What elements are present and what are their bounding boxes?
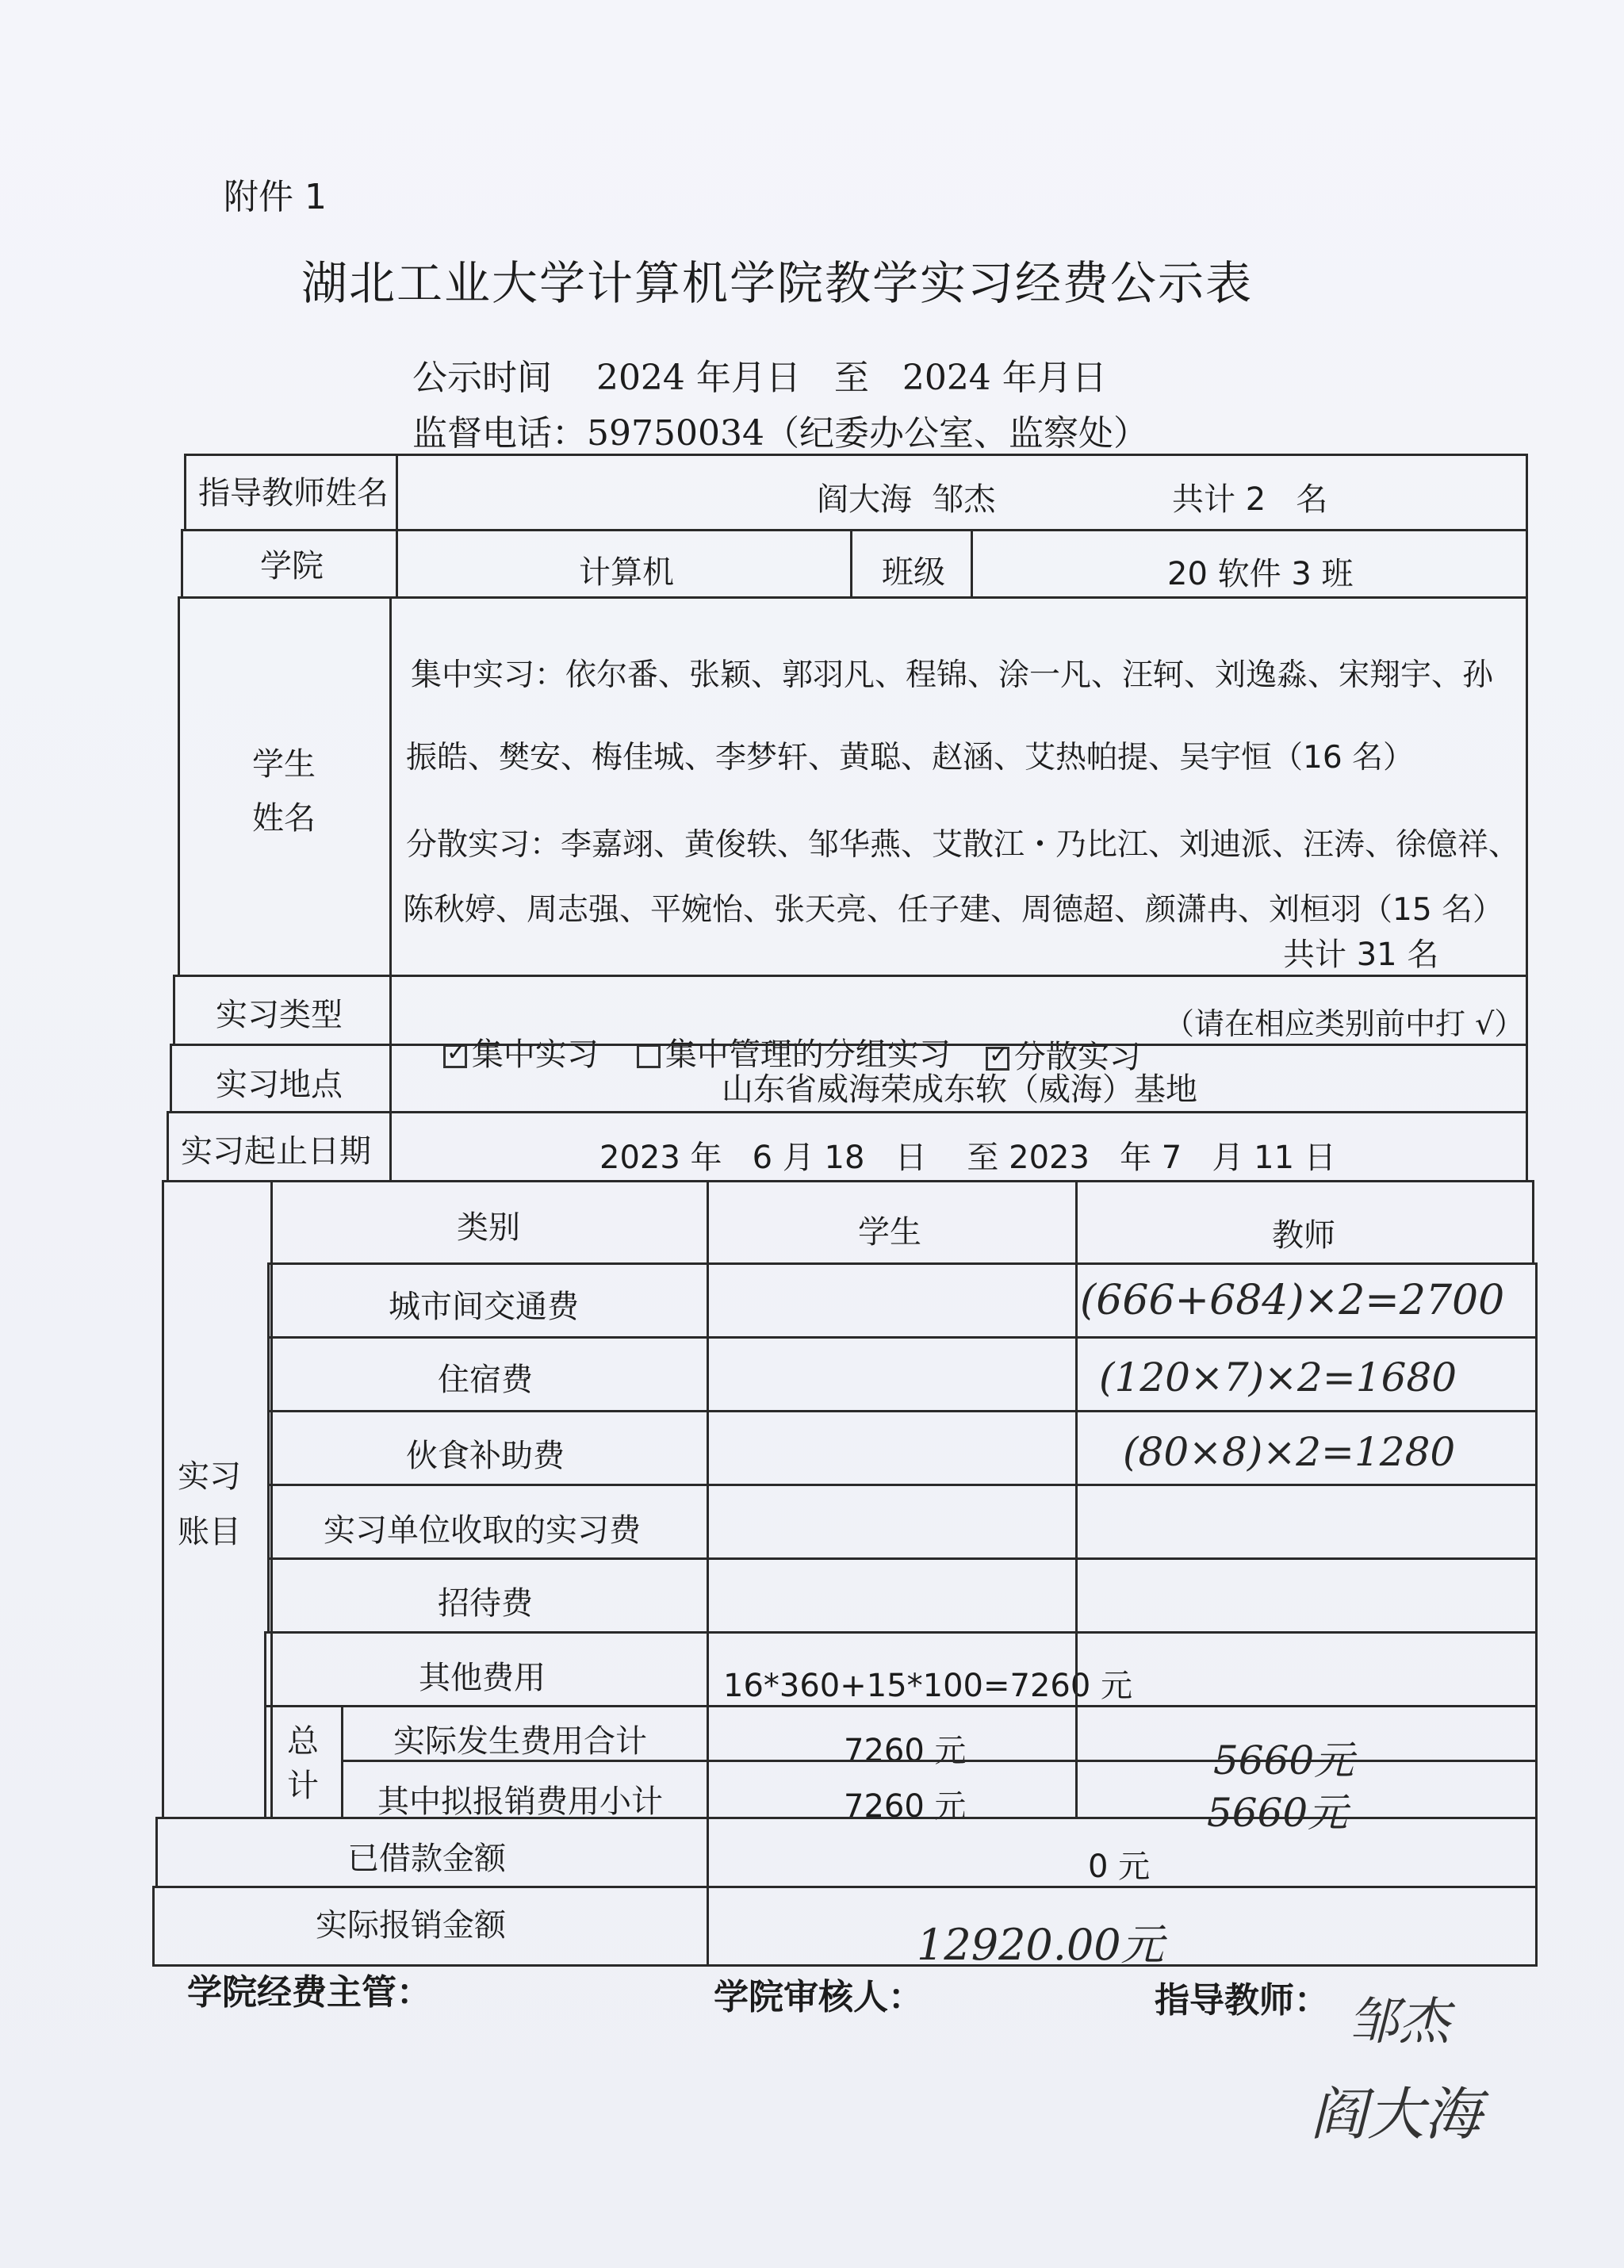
ledger-row-teacher-cell	[1075, 1484, 1538, 1560]
actual-total-student: 7260 元	[844, 1733, 967, 1769]
reimb-subtotal-student: 7260 元	[844, 1788, 967, 1825]
type-label: 实习类型	[216, 997, 343, 1033]
actual-total-label: 实际发生费用合计	[393, 1723, 647, 1760]
ledger-label-2: 账目	[178, 1514, 241, 1550]
col-category-header: 类别	[457, 1209, 520, 1246]
ledger-row-teacher-cell	[1075, 1557, 1538, 1634]
finance-supervisor-label: 学院经费主管：	[187, 1972, 431, 2013]
college-label: 学院	[260, 548, 324, 584]
supervision-phone-line: 监督电话：59750034（纪委办公室、监察处）	[412, 413, 1148, 454]
ledger-row-teacher: (80×8)×2=1280	[1123, 1429, 1456, 1475]
ledger-row-teacher: (666+684)×2=2700	[1080, 1277, 1505, 1324]
teacher-total: 共计 2 名	[1172, 481, 1328, 518]
type-note: （请在相应类别前中打 √）	[1164, 1006, 1525, 1041]
type-option-centralized-label: 集中实习	[471, 1036, 599, 1073]
college-reviewer-label: 学院审核人：	[714, 1977, 923, 2017]
reimb-subtotal-label: 其中拟报销费用小计	[377, 1783, 663, 1820]
ledger-row-category: 招待费	[438, 1585, 533, 1622]
students-line-2: 振皓、樊安、梅佳城、李梦轩、黄聪、赵涵、艾热帕提、吴宇恒（16 名）	[406, 740, 1415, 776]
ledger-row-category: 实习单位收取的实习费	[324, 1512, 641, 1549]
ledger-row-student-cell	[707, 1484, 1078, 1560]
borrowed-label: 已借款金额	[347, 1841, 506, 1877]
col-teacher-header: 教师	[1272, 1217, 1335, 1254]
class-value: 20 软件 3 班	[1167, 556, 1354, 592]
date-value: 2023 年 6 月 18 日 至 2023 年 7 月 11 日	[599, 1140, 1336, 1176]
signature-1: 邹杰	[1348, 1993, 1450, 2052]
date-label: 实习起止日期	[181, 1133, 371, 1170]
publish-time-line: 公示时间 2024 年月日 至 2024 年月日	[412, 358, 1107, 398]
ledger-row-teacher-cell	[1075, 1631, 1538, 1707]
place-label: 实习地点	[216, 1067, 343, 1103]
students-line-1: 集中实习：依尔番、张颖、郭羽凡、程锦、涂一凡、汪轲、刘逸淼、宋翔宇、孙	[411, 657, 1494, 693]
teacher-names: 阎大海 邹杰	[817, 481, 996, 518]
ledger-row-category: 其他费用	[419, 1660, 546, 1696]
ledger-label-cell	[162, 1180, 273, 1819]
ledger-row-student-cell	[707, 1557, 1078, 1634]
actual-total-teacher: 5660元	[1213, 1737, 1354, 1783]
ledger-label-1: 实习	[178, 1458, 241, 1495]
ledger-row-student-cell	[707, 1410, 1078, 1486]
total-label-1: 总	[287, 1723, 319, 1760]
student-label-1: 学生	[252, 746, 316, 783]
ledger-row-student-cell	[707, 1336, 1078, 1412]
type-option-scattered-label: 分散实习	[1013, 1039, 1141, 1075]
reimb-subtotal-teacher: 5660元	[1207, 1790, 1348, 1836]
instructor-label: 指导教师：	[1155, 1980, 1329, 2021]
students-line-4: 陈秋婷、周志强、平婉怡、张天亮、任子建、周德超、颜潇冉、刘桓羽（15 名）	[403, 892, 1504, 928]
students-line-3: 分散实习：李嘉翊、黄俊轶、邹华燕、艾散江・乃比江、刘迪派、汪涛、徐億祥、	[406, 827, 1520, 863]
ledger-row-student-cell	[707, 1262, 1078, 1339]
total-label-2: 计	[287, 1768, 319, 1804]
teacher-label: 指导教师姓名	[198, 475, 389, 511]
class-label: 班级	[882, 554, 945, 591]
student-label-cell	[178, 596, 392, 977]
ledger-row-category: 城市间交通费	[389, 1289, 579, 1325]
col-student-header: 学生	[858, 1214, 921, 1251]
signature-2: 阎大海	[1310, 2081, 1482, 2147]
attachment-label: 附件 1	[224, 177, 327, 217]
place-value: 山东省威海荣成东软（威海）基地	[722, 1071, 1197, 1108]
borrowed-value: 0 元	[1088, 1848, 1151, 1885]
students-total: 共计 31 名	[1283, 937, 1439, 973]
student-label-2: 姓名	[252, 800, 316, 837]
actual-reimb-value: 12920.00元	[917, 1920, 1164, 1970]
ledger-row-category: 伙食补助费	[406, 1438, 565, 1474]
type-option-group-label: 集中管理的分组实习	[665, 1036, 951, 1073]
ledger-row-teacher: (120×7)×2=1680	[1099, 1354, 1457, 1400]
ledger-row-student: 16*360+15*100=7260 元	[723, 1668, 1133, 1704]
ledger-row-category: 住宿费	[438, 1362, 533, 1398]
actual-reimb-label: 实际报销金额	[316, 1907, 506, 1944]
page-title: 湖北工业大学计算机学院教学实习经费公示表	[301, 256, 1254, 310]
college-value: 计算机	[579, 554, 674, 591]
